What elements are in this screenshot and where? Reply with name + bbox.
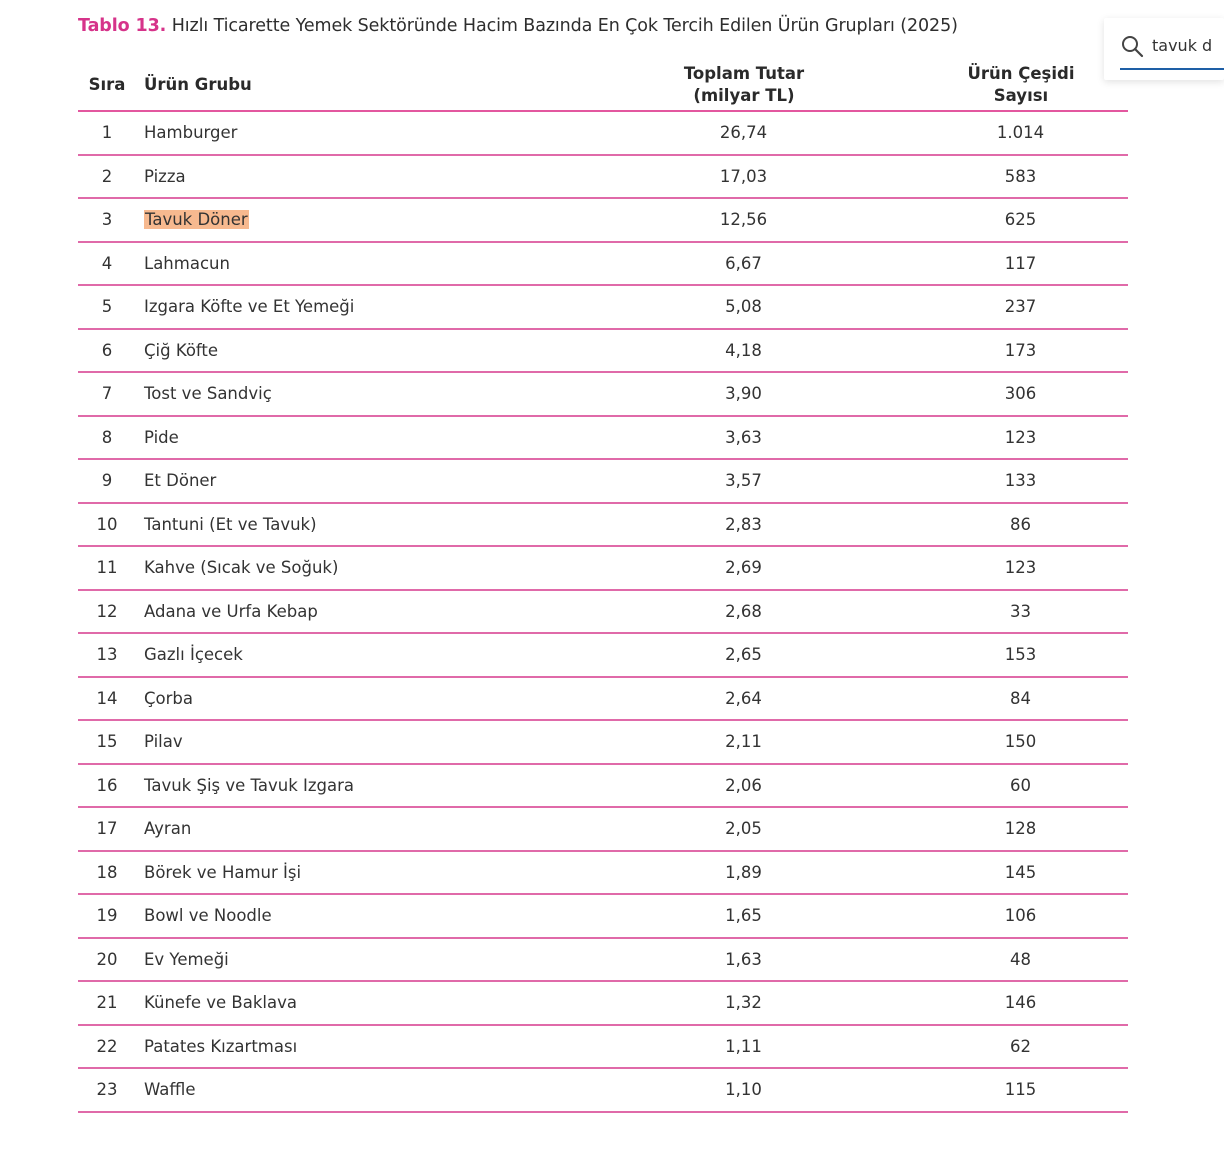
cell-variety-count: 150: [914, 720, 1128, 764]
table-row: [78, 416, 1128, 460]
cell-rank: 13: [78, 633, 136, 677]
cell-product-group: Et Döner: [136, 459, 464, 503]
cell-rank: 16: [78, 764, 136, 808]
cell-rank: 21: [78, 981, 136, 1025]
table-title: Hızlı Ticarette Yemek Sektöründe Hacim Bazında En Çok Tercih Edilen Ürün Grupları (2025): [166, 16, 958, 36]
table-row: [78, 633, 1128, 677]
cell-rank: 4: [78, 242, 136, 286]
search-input-underline: [1120, 68, 1224, 70]
cell-total-amount: 12,56: [464, 198, 914, 242]
table-row: [78, 677, 1128, 721]
cell-product-group: Künefe ve Baklava: [136, 981, 464, 1025]
cell-rank: 22: [78, 1025, 136, 1069]
header-variety-count: [914, 60, 1128, 111]
cell-rank: 9: [78, 459, 136, 503]
table-row: [78, 155, 1128, 199]
cell-product-group: Lahmacun: [136, 242, 464, 286]
cell-rank: 23: [78, 1068, 136, 1112]
table-row: [78, 894, 1128, 938]
cell-rank: 2: [78, 155, 136, 199]
table-row: [78, 329, 1128, 373]
header-total-amount: [464, 60, 914, 111]
header-rank: Sıra: [78, 60, 136, 111]
cell-total-amount: 17,03: [464, 155, 914, 199]
cell-product-group: Patates Kızartması: [136, 1025, 464, 1069]
table-row: [78, 372, 1128, 416]
table-row: [78, 590, 1128, 634]
search-query-text[interactable]: tavuk d: [1152, 36, 1213, 55]
cell-rank: 8: [78, 416, 136, 460]
cell-total-amount: 2,65: [464, 633, 914, 677]
table-row: [78, 720, 1128, 764]
cell-rank: 18: [78, 851, 136, 895]
header-count-line1: Ürün Çeşidi: [967, 64, 1075, 83]
cell-variety-count: 86: [914, 503, 1128, 547]
cell-variety-count: 153: [914, 633, 1128, 677]
table-row: [78, 764, 1128, 808]
cell-product-group: Pizza: [136, 155, 464, 199]
cell-total-amount: 2,64: [464, 677, 914, 721]
table-caption: [78, 16, 958, 36]
cell-variety-count: 60: [914, 764, 1128, 808]
cell-rank: 11: [78, 546, 136, 590]
cell-product-group: Çorba: [136, 677, 464, 721]
cell-variety-count: 123: [914, 546, 1128, 590]
table-row: [78, 938, 1128, 982]
cell-rank: 19: [78, 894, 136, 938]
cell-product-group: Izgara Köfte ve Et Yemeği: [136, 285, 464, 329]
cell-variety-count: 123: [914, 416, 1128, 460]
table-row: [78, 503, 1128, 547]
cell-variety-count: 306: [914, 372, 1128, 416]
table-row: [78, 242, 1128, 286]
cell-total-amount: 2,69: [464, 546, 914, 590]
cell-total-amount: 1,65: [464, 894, 914, 938]
cell-rank: 10: [78, 503, 136, 547]
cell-total-amount: 3,63: [464, 416, 914, 460]
cell-product-group: Kahve (Sıcak ve Soğuk): [136, 546, 464, 590]
cell-variety-count: 145: [914, 851, 1128, 895]
search-icon: [1120, 34, 1144, 58]
cell-product-group: Börek ve Hamur İşi: [136, 851, 464, 895]
product-groups-table: [78, 60, 1128, 1113]
cell-total-amount: 5,08: [464, 285, 914, 329]
cell-product-group: Çiğ Köfte: [136, 329, 464, 373]
table-body: [78, 111, 1128, 1112]
cell-product-group: Tavuk Şiş ve Tavuk Izgara: [136, 764, 464, 808]
cell-total-amount: 1,10: [464, 1068, 914, 1112]
header-count-line2: Sayısı: [993, 86, 1049, 105]
cell-total-amount: 2,68: [464, 590, 914, 634]
cell-total-amount: 2,11: [464, 720, 914, 764]
cell-product-group: Tost ve Sandviç: [136, 372, 464, 416]
cell-product-group: Bowl ve Noodle: [136, 894, 464, 938]
header-total-line1: Toplam Tutar: [683, 64, 805, 83]
cell-product-group: Tantuni (Et ve Tavuk): [136, 503, 464, 547]
cell-total-amount: 3,90: [464, 372, 914, 416]
cell-product-group: Hamburger: [136, 111, 464, 155]
cell-variety-count: 583: [914, 155, 1128, 199]
cell-variety-count: 48: [914, 938, 1128, 982]
cell-product-group: Ayran: [136, 807, 464, 851]
cell-rank: 12: [78, 590, 136, 634]
cell-variety-count: 237: [914, 285, 1128, 329]
cell-rank: 5: [78, 285, 136, 329]
cell-variety-count: 128: [914, 807, 1128, 851]
table-row: [78, 807, 1128, 851]
table-row: [78, 111, 1128, 155]
cell-total-amount: 1,89: [464, 851, 914, 895]
cell-product-group: [136, 198, 464, 242]
cell-total-amount: 26,74: [464, 111, 914, 155]
cell-product-group: Adana ve Urfa Kebap: [136, 590, 464, 634]
table-row: [78, 459, 1128, 503]
cell-rank: 20: [78, 938, 136, 982]
cell-total-amount: 2,83: [464, 503, 914, 547]
cell-total-amount: 4,18: [464, 329, 914, 373]
table-row: [78, 1068, 1128, 1112]
cell-rank: 6: [78, 329, 136, 373]
cell-rank: 7: [78, 372, 136, 416]
cell-total-amount: 1,63: [464, 938, 914, 982]
cell-variety-count: 62: [914, 1025, 1128, 1069]
cell-rank: 3: [78, 198, 136, 242]
cell-variety-count: 625: [914, 198, 1128, 242]
table-row: [78, 285, 1128, 329]
cell-rank: 1: [78, 111, 136, 155]
cell-variety-count: 106: [914, 894, 1128, 938]
table-number-label: Tablo 13.: [78, 16, 167, 36]
cell-product-group: Ev Yemeği: [136, 938, 464, 982]
cell-product-group: Waffle: [136, 1068, 464, 1112]
cell-variety-count: 173: [914, 329, 1128, 373]
table-row: [78, 851, 1128, 895]
cell-product-group: Pilav: [136, 720, 464, 764]
table-row: [78, 198, 1128, 242]
cell-total-amount: 2,05: [464, 807, 914, 851]
cell-total-amount: 1,32: [464, 981, 914, 1025]
header-total-line2: (milyar TL): [693, 86, 795, 105]
header-product-group: Ürün Grubu: [136, 60, 464, 111]
cell-variety-count: 117: [914, 242, 1128, 286]
cell-total-amount: 6,67: [464, 242, 914, 286]
cell-total-amount: 1,11: [464, 1025, 914, 1069]
cell-rank: 17: [78, 807, 136, 851]
table-header-row: [78, 60, 1128, 111]
cell-variety-count: 33: [914, 590, 1128, 634]
search-match-highlight: Tavuk Döner: [145, 210, 248, 230]
cell-variety-count: 1.014: [914, 111, 1128, 155]
cell-product-group: Pide: [136, 416, 464, 460]
cell-variety-count: 115: [914, 1068, 1128, 1112]
table-row: [78, 1025, 1128, 1069]
table-row: [78, 981, 1128, 1025]
cell-product-group: Gazlı İçecek: [136, 633, 464, 677]
cell-variety-count: 84: [914, 677, 1128, 721]
cell-variety-count: 133: [914, 459, 1128, 503]
cell-total-amount: 2,06: [464, 764, 914, 808]
cell-variety-count: 146: [914, 981, 1128, 1025]
table-row: [78, 546, 1128, 590]
cell-rank: 14: [78, 677, 136, 721]
cell-total-amount: 3,57: [464, 459, 914, 503]
cell-rank: 15: [78, 720, 136, 764]
